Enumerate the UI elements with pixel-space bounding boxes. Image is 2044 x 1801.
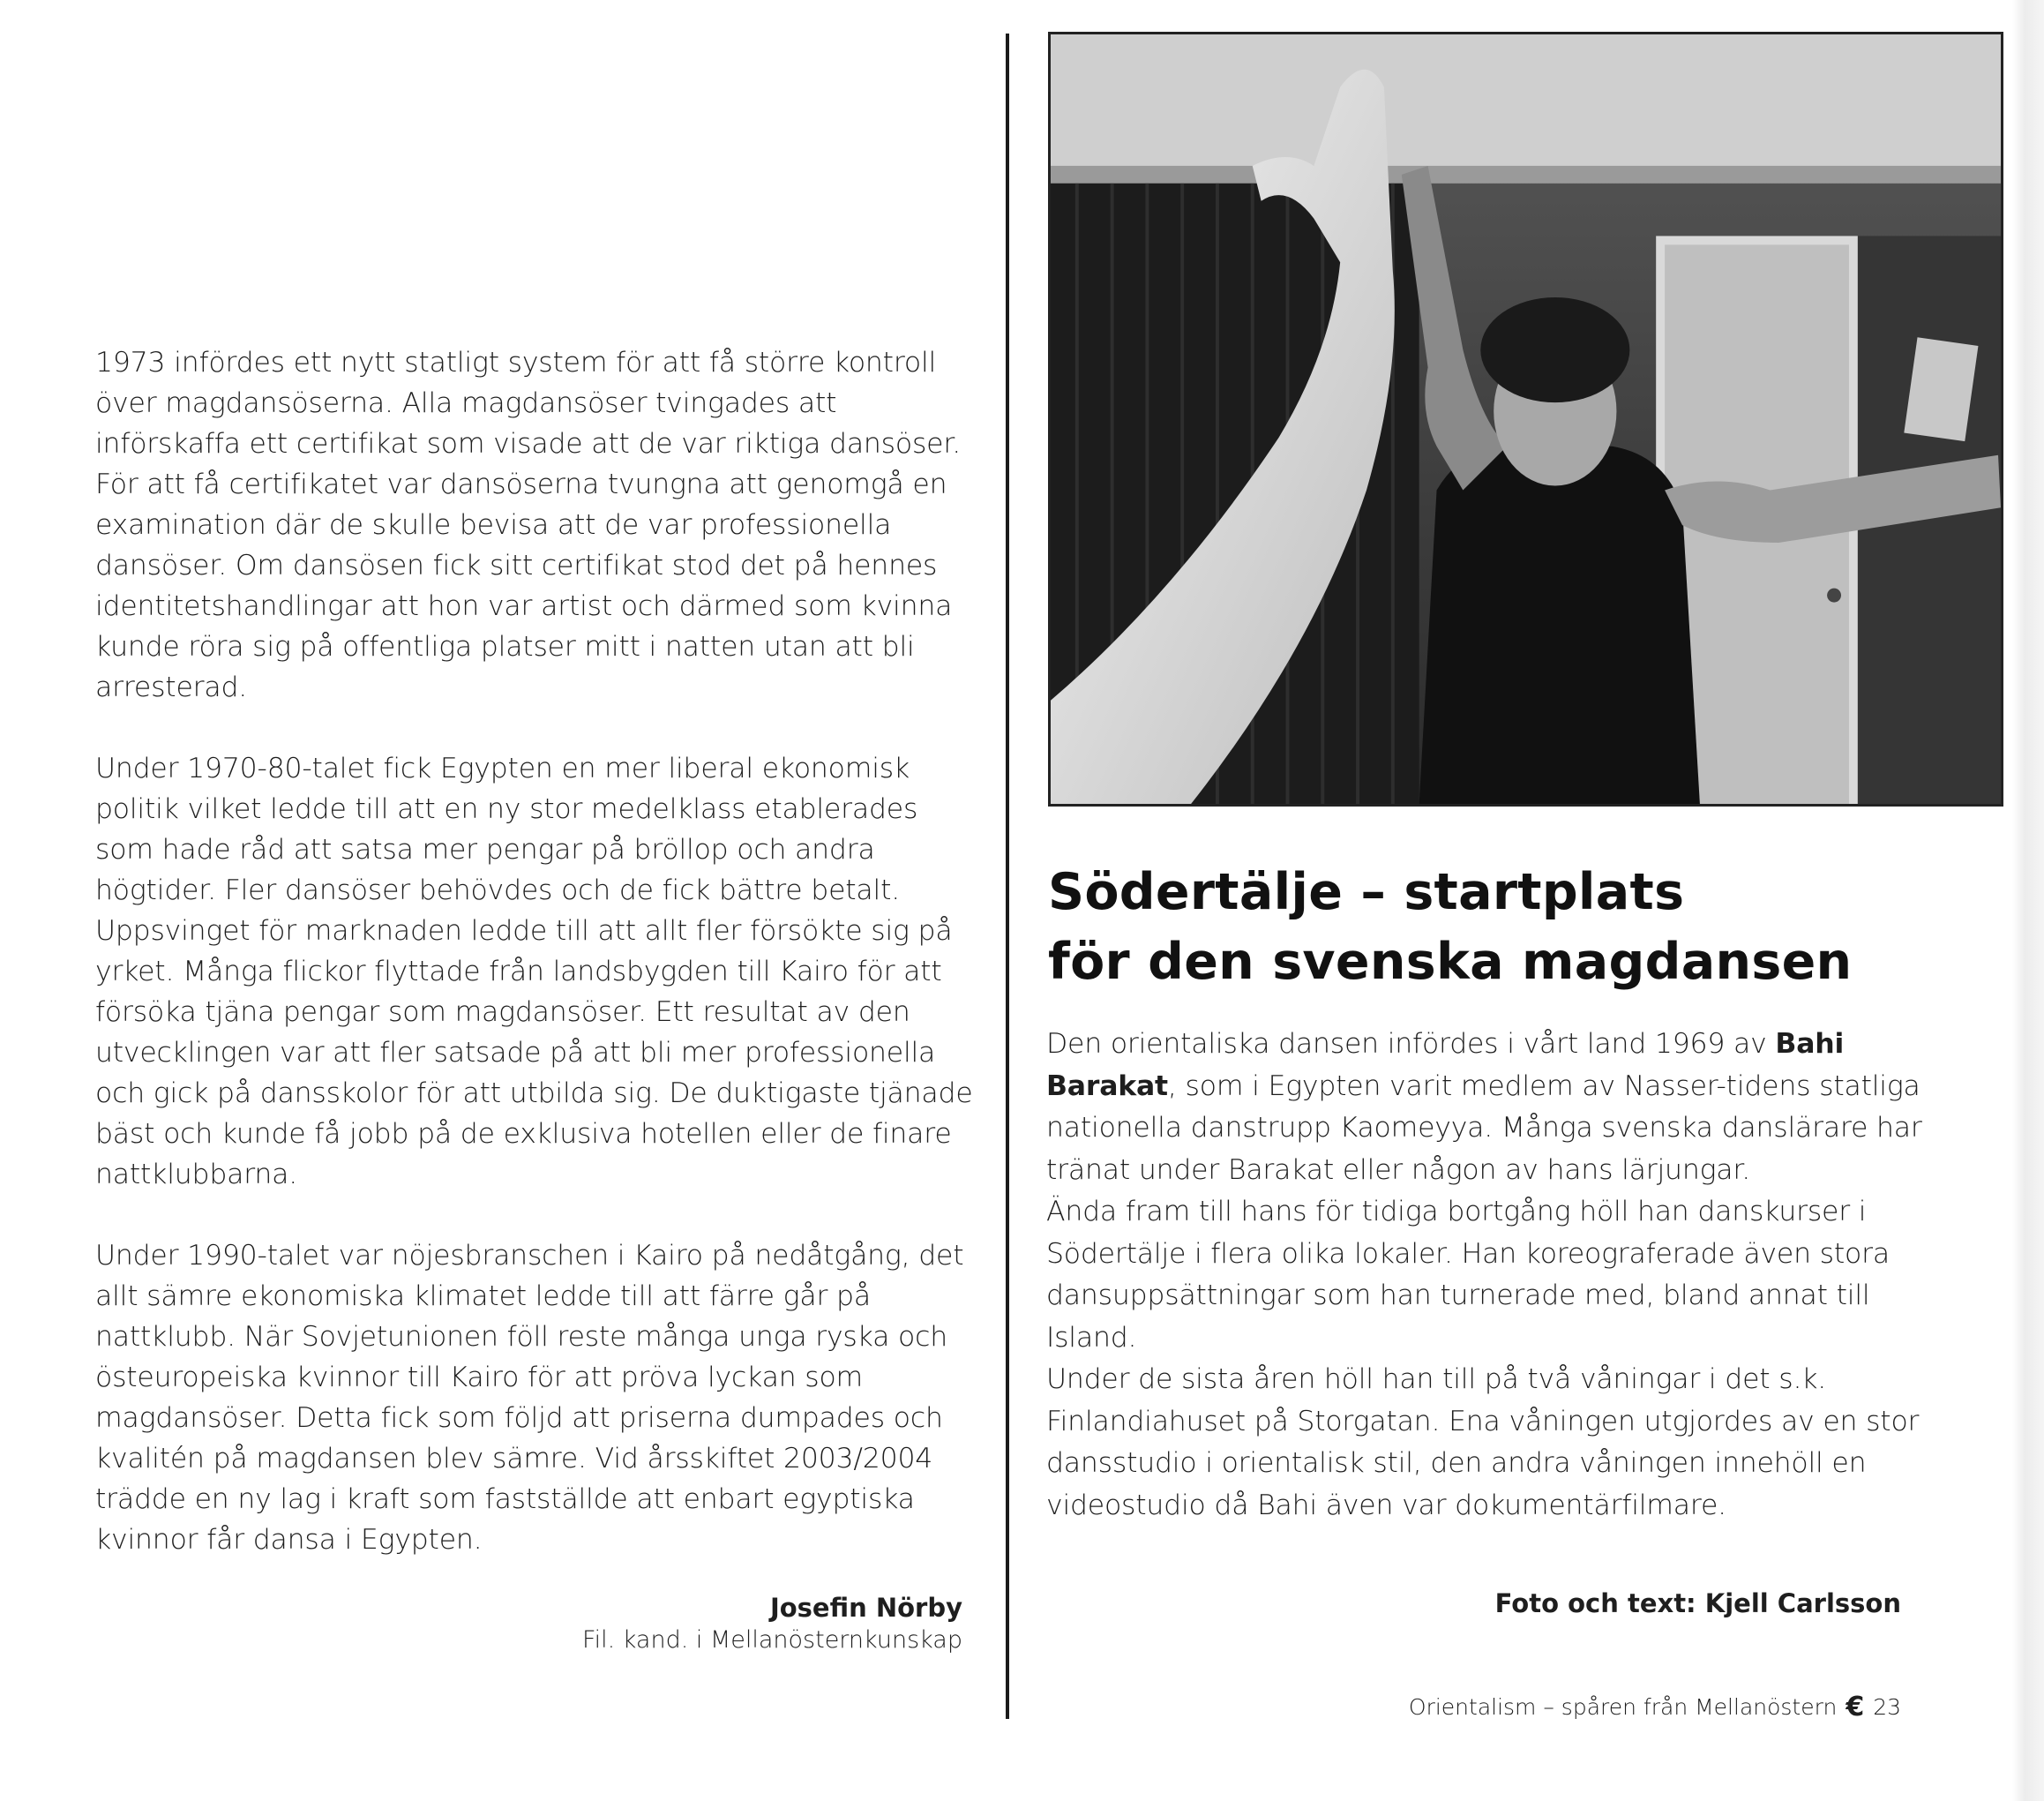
right-paragraph-1 bbox=[1046, 1024, 1928, 1191]
right-article-body bbox=[1046, 1024, 1928, 1527]
crescent-logo-icon: € bbox=[1846, 1692, 1865, 1722]
right-paragraph-3: Under de sista åren höll han till på två våningar i det s.k. Finlandiahuset på Storgatan. Ena våningen utgjordes av en stor dansstudio i orientalisk stil, den andra våningen innehöll en videostudio då Bahi även var dokumentärfilmare. bbox=[1046, 1363, 1920, 1521]
p1-text-start: Den orientaliska dansen infördes i vårt land 1969 av bbox=[1046, 1028, 1776, 1060]
photo-illustration bbox=[1051, 34, 2001, 804]
headline-line-1: Södertälje – startplats bbox=[1048, 863, 1685, 921]
page-edge-shadow bbox=[2012, 0, 2044, 1801]
left-article-column bbox=[95, 342, 977, 1601]
photo-credit: Foto och text: Kjell Carlsson bbox=[1494, 1588, 1901, 1618]
headline-line-2: för den svenska magdansen bbox=[1048, 933, 1853, 991]
p1-text-end: , som i Egypten varit medlem av Nasser-tidens statliga nationella danstrupp Kaomeyya. Många svenska danslärare har tränat under Barakat eller någon av hans lärjungar. bbox=[1046, 1069, 1922, 1186]
right-paragraph-2: Ända fram till hans för tidiga bortgång höll han danskurser i Södertälje i flera olika lokaler. Han koreograferade även stora dansuppsättningar som han turnerade med, bland annat till Island. bbox=[1046, 1196, 1890, 1354]
author-name: Josefin Nörby bbox=[769, 1593, 962, 1623]
page-footer bbox=[1409, 1692, 1901, 1722]
author-byline bbox=[582, 1591, 962, 1656]
page-number: 23 bbox=[1873, 1694, 1901, 1720]
article-headline bbox=[1048, 858, 2001, 997]
paragraph-3: Under 1990-talet var nöjesbranschen i Kairo på nedåtgång, det allt sämre ekonomiska klimatet ledde till att färre går på nattklubb. När Sovjetunionen föll reste många unga ryska och östeuropeiska kvinnor till Kairo för att pröva lyckan som magdansöser. Detta fick som följd att priserna dumpades och kvalitén på magdansen blev sämre. Vid årsskiftet 2003/2004 trädde en ny lag i kraft som fastställde att enbart egyptiska kvinnor får dansa i Egypten. bbox=[95, 1240, 964, 1556]
paragraph-1: 1973 infördes ett nytt statligt system för att få större kontroll över magdansöserna. Alla magdansöser tvingades att införskaffa ett certifikat som visade att de var riktiga dansöser. För att få certifikatet var dansöserna tvungna att genomgå en examination där de skulle bevisa att de var professionella dansöser. Om dansösen fick sitt certifikat stod det på hennes identitetshandlingar att hon var artist och därmed som kvinna kunde röra sig på offentliga platser mitt i natten utan att bli arresterad. bbox=[95, 347, 962, 703]
column-divider bbox=[1006, 34, 1009, 1719]
author-role: Fil. kand. i Mellanösternkunskap bbox=[582, 1626, 962, 1654]
p1-bold-name: Bahi Barakat bbox=[1046, 1028, 1845, 1102]
paragraph-2: Under 1970-80-talet fick Egypten en mer liberal ekonomisk politik vilket ledde till att en ny stor medelklass etablerades som hade råd att satsa mer pengar på bröllop och andra högtider. Fler dansöser behövdes och de fick bättre betalt. Uppsvinget för marknaden ledde till att allt fler försökte sig på yrket. Många flickor flyttade från landsbygden till Kairo för att försöka tjäna pengar som magdansöser. Ett resultat av den utvecklingen var att fler satsade på att bli mer professionella och gick på dansskolor för att utbilda sig. De duktigaste tjänade bäst och kunde få jobb på de exklusiva hotellen eller de finare nattklubbarna. bbox=[95, 753, 973, 1190]
running-title: Orientalism – spåren från Mellanöstern bbox=[1408, 1694, 1838, 1720]
dance-photo bbox=[1048, 32, 2003, 807]
